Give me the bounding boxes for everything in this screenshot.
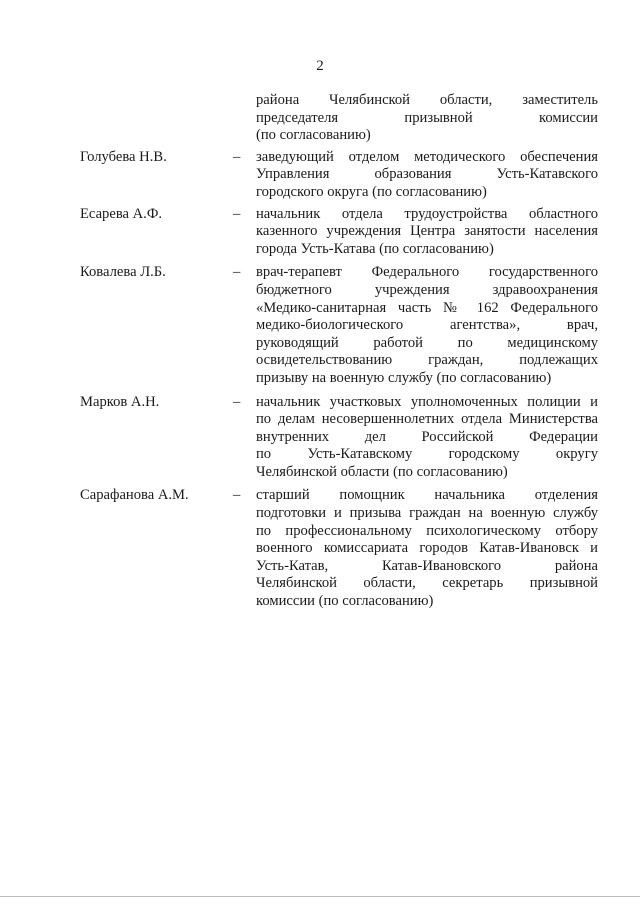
position-line: Управления образования Усть-Катавского [256, 166, 598, 183]
position-line: военного комиссариата городов Катав-Ивановск и [256, 540, 598, 557]
position-line: комиссии (по согласованию) [256, 593, 434, 610]
member-position [256, 394, 598, 482]
position-line: по профессиональному психологическому отбору [256, 522, 598, 539]
position-line: города Усть-Катава (по согласованию) [256, 240, 494, 257]
member-entry [0, 487, 640, 610]
position-line: начальник участковых уполномоченных полиции и [256, 393, 598, 410]
position-line: (по согласованию) [256, 127, 371, 144]
position-line: Усть-Катав, Катав-Ивановского района [256, 557, 598, 574]
member-position [256, 92, 598, 145]
position-line: городского округа (по согласованию) [256, 183, 487, 200]
member-entry [0, 264, 640, 387]
member-dash: – [233, 487, 241, 504]
member-dash: – [233, 205, 241, 222]
member-entry [0, 92, 640, 145]
position-line: председателя призывной комиссии [256, 109, 598, 126]
position-line: старший помощник начальника отделения [256, 487, 598, 504]
position-line: «Медико-санитарная часть № 162 Федерального [256, 299, 598, 316]
position-line: подготовки и призыва граждан на военную службу [256, 505, 598, 522]
position-line: внутренних дел Российской Федерации [256, 428, 598, 445]
position-line: района Челябинской области, заместитель [256, 92, 598, 108]
commission-member-list [0, 92, 640, 611]
position-line: по делам несовершеннолетних отдела Министерства [256, 411, 598, 428]
position-line: Челябинской области, секретарь призывной [256, 575, 598, 592]
position-line: по Усть-Катавскому городскому округу [256, 446, 598, 463]
member-entry [0, 394, 640, 482]
member-position [256, 206, 598, 259]
position-line: Челябинской области (по согласованию) [256, 463, 508, 480]
member-name: Марков А.Н. [80, 393, 160, 410]
position-line: освидетельствованию граждан, подлежащих [256, 352, 598, 369]
position-line: призыву на военную службу (по согласованию) [256, 369, 552, 386]
member-position [256, 149, 598, 202]
position-line: руководящий работой по медицинскому [256, 334, 598, 351]
member-dash: – [233, 264, 241, 281]
member-name: Голубева Н.В. [80, 148, 167, 165]
member-dash: – [233, 393, 241, 410]
position-line: начальник отдела трудоустройства областного [256, 205, 598, 222]
position-line: врач-терапевт Федерального государственного [256, 264, 598, 281]
member-name: Ковалева Л.Б. [80, 264, 166, 281]
member-entry [0, 149, 640, 202]
member-entry [0, 206, 640, 259]
member-position [256, 487, 598, 610]
member-dash: – [233, 148, 241, 165]
page-number: 2 [316, 58, 324, 74]
position-line: казенного учреждения Центра занятости населения [256, 223, 598, 240]
member-name: Сарафанова А.М. [80, 487, 189, 504]
position-line: медико-биологического агентства», врач, [256, 317, 598, 334]
position-line: бюджетного учреждения здравоохранения [256, 281, 598, 298]
footer-rule [0, 896, 640, 897]
position-line: заведующий отделом методического обеспечения [256, 148, 598, 165]
member-name: Есарева А.Ф. [80, 205, 163, 222]
member-position [256, 264, 598, 387]
